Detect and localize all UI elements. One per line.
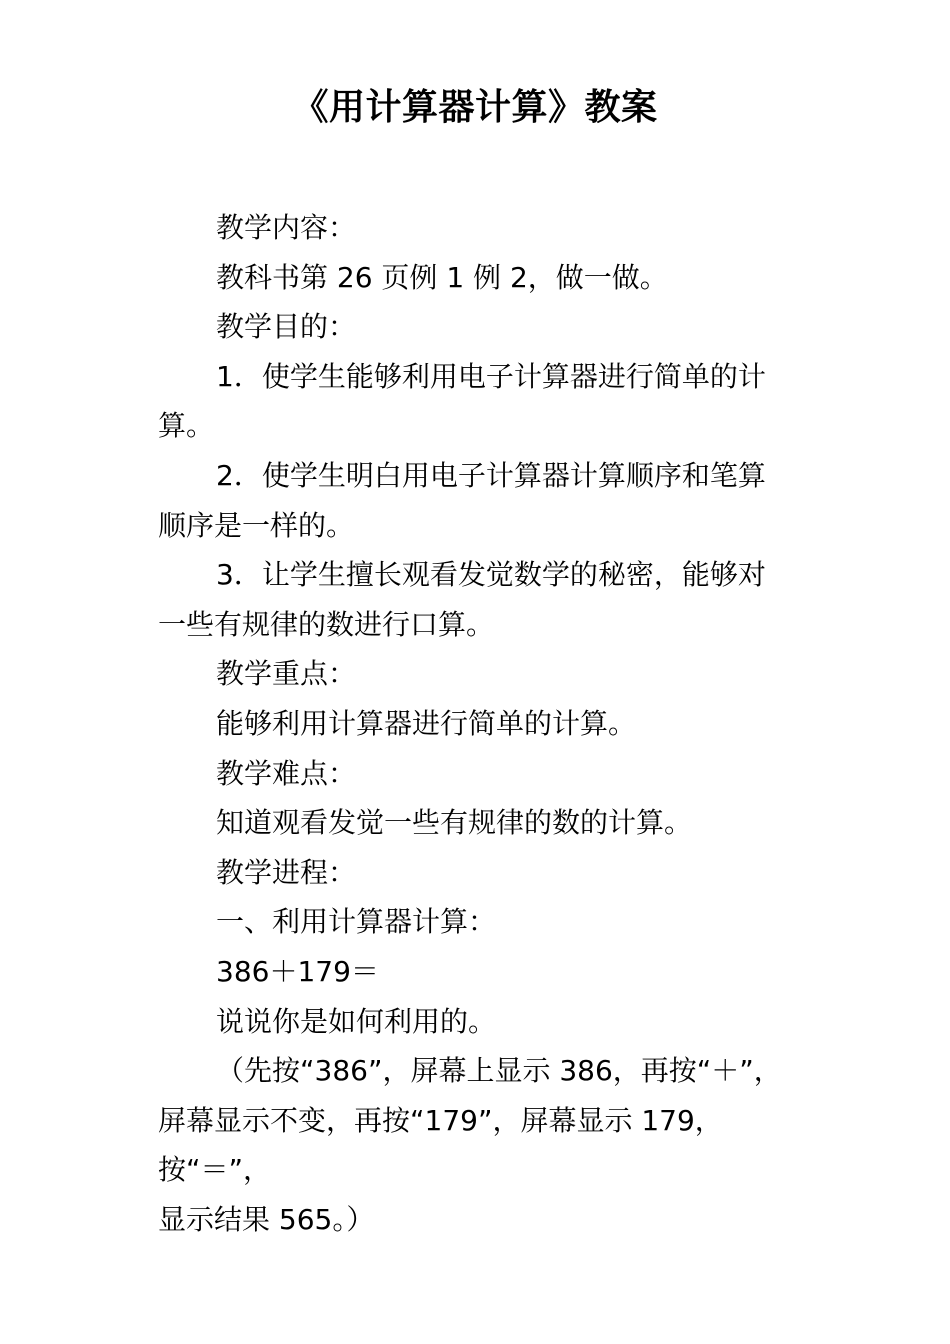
- paragraph-line: 屏幕显示不变，再按“179”，屏幕显示 179，按“＝”，: [158, 1103, 723, 1187]
- section-heading-process: 教学进程：: [216, 855, 357, 889]
- paragraph-line: 一些有规律的数进行口算。: [158, 607, 495, 641]
- paragraph-line: 顺序是一样的。: [158, 508, 355, 542]
- section-heading-objectives: 教学目的：: [216, 310, 357, 344]
- paragraph-line: 1．使学生能够利用电子计算器进行简单的计: [216, 359, 766, 393]
- paragraph: 能够利用计算器进行简单的计算。: [216, 706, 637, 740]
- section-heading-content: 教学内容：: [216, 211, 357, 244]
- paragraph: 教科书第 26 页例 1 例 2，做一做。: [216, 260, 668, 294]
- paragraph-line: 2．使学生明白用电子计算器计算顺序和笔算: [216, 458, 766, 492]
- document-body: [158, 203, 798, 1244]
- document-title: 《用计算器计算》教案: [292, 87, 658, 128]
- subsection-heading: 一、利用计算器计算：: [216, 905, 497, 939]
- equation: 386＋179＝: [216, 954, 379, 988]
- paragraph-line: （先按“386”，屏幕上显示 386，再按“＋”，: [216, 1054, 782, 1088]
- section-heading-key-points: 教学重点：: [216, 657, 357, 691]
- paragraph: 说说你是如何利用的。: [216, 1004, 497, 1038]
- paragraph-line: 算。: [158, 409, 215, 443]
- paragraph: 知道观看发觉一些有规律的数的计算。: [216, 806, 693, 840]
- paragraph-line: 显示结果 565。）: [158, 1202, 375, 1236]
- paragraph-line: 3．让学生擅长观看发觉数学的秘密，能够对: [216, 558, 766, 592]
- section-heading-difficulties: 教学难点：: [216, 756, 357, 790]
